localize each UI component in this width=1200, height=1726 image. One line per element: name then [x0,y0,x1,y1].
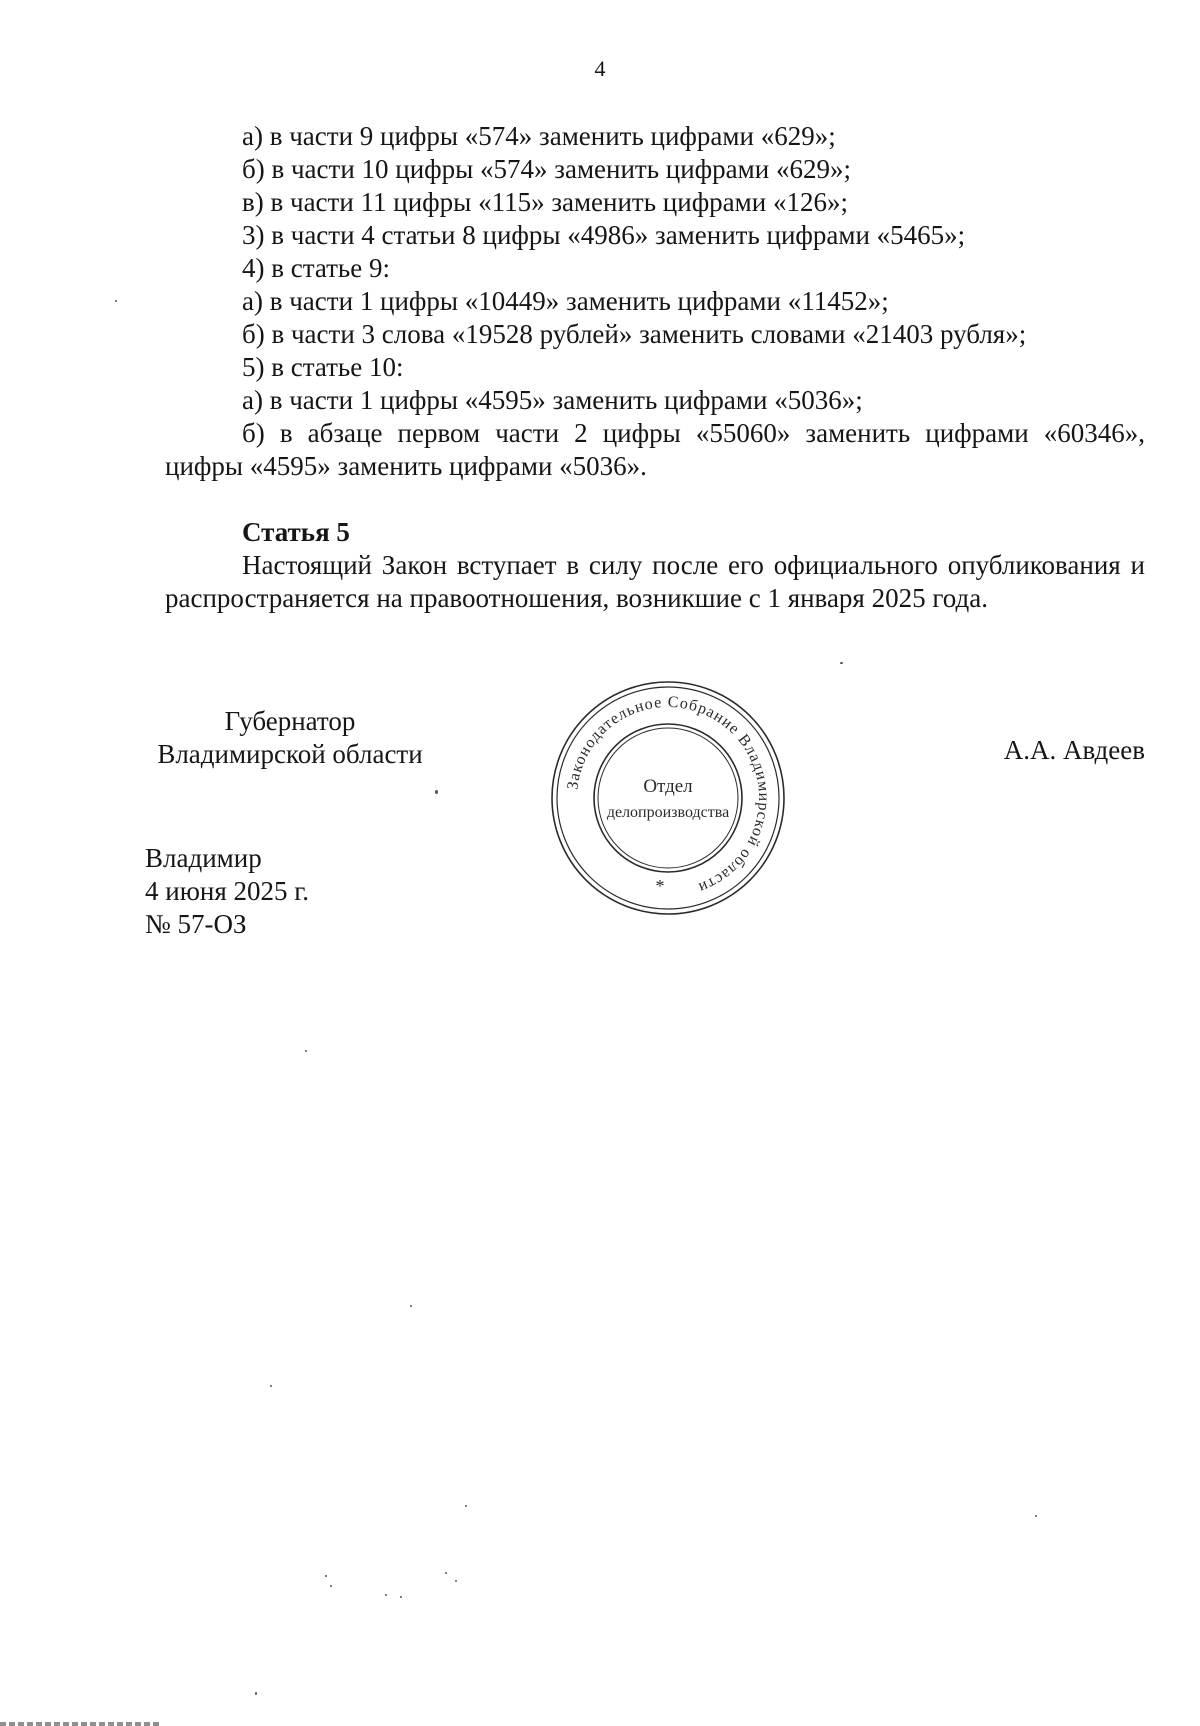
scan-speck [325,1575,327,1577]
governor-title [145,705,435,771]
scan-speck [400,1596,402,1598]
article-title: Статья 5 [242,517,350,547]
seal-center-line2: делопроизводства [606,804,730,821]
scan-speck [305,1050,307,1052]
seal-star-icon: * [655,876,665,896]
amendment-item: б) в абзаце первом части 2 цифры «55060» заменить цифрами «60346», цифры «4595» заменить цифрами «5036». [165,418,1145,481]
scan-speck [385,1594,387,1596]
scan-edge-artifact [0,1722,160,1726]
amendment-item: в) в части 11 цифры «115» заменить цифрами «126»; [242,187,848,217]
amendment-item: 5) в статье 10: [242,352,404,382]
scan-speck [445,1572,447,1574]
scan-speck [115,300,117,302]
page-number: 4 [594,56,606,81]
amendment-item: а) в части 9 цифры «574» заменить цифрами «629»; [242,121,836,151]
document-date: 4 июня 2025 г. [145,876,310,906]
amendment-item: а) в части 1 цифры «10449» заменить цифрами «11452»; [242,286,889,316]
signer-name: А.А. Авдеев [1003,735,1145,765]
amendment-item: б) в части 3 слова «19528 рублей» заменить словами «21403 рубля»; [242,319,1027,349]
seal-center-line1: Отдел [643,776,693,797]
governor-region-line: Владимирской области [157,739,423,769]
place-date-number [145,842,309,941]
amendment-item: а) в части 1 цифры «4595» заменить цифрами «5036»; [242,385,863,415]
scan-speck [255,1692,257,1695]
scan-speck [410,1305,412,1307]
seal-ring-text: Законодательное Собрание Владимирской области [564,693,773,897]
article-text: Настоящий Закон вступает в силу после его официального опубликования и распространяется на правоотношения, возникшие с 1 января 2025 года. [165,550,1145,613]
scan-speck [455,1580,457,1582]
scan-speck [1035,1515,1037,1517]
amendment-item: 3) в части 4 статьи 8 цифры «4986» заменить цифрами «5465»; [242,220,966,250]
scan-speck [465,1505,467,1507]
amendments-list [165,120,1145,483]
amendment-item: б) в части 10 цифры «574» заменить цифрами «629»; [242,154,851,184]
place-city: Владимир [145,843,262,873]
document-number: № 57-ОЗ [145,909,247,939]
amendment-item: 4) в статье 9: [242,253,390,283]
scan-speck [840,662,843,664]
article-5 [165,516,1145,615]
scan-speck [270,1385,272,1387]
scan-speck [435,790,438,794]
governor-title-line: Губернатор [224,706,356,736]
scan-speck [330,1585,332,1587]
official-seal [548,678,788,918]
